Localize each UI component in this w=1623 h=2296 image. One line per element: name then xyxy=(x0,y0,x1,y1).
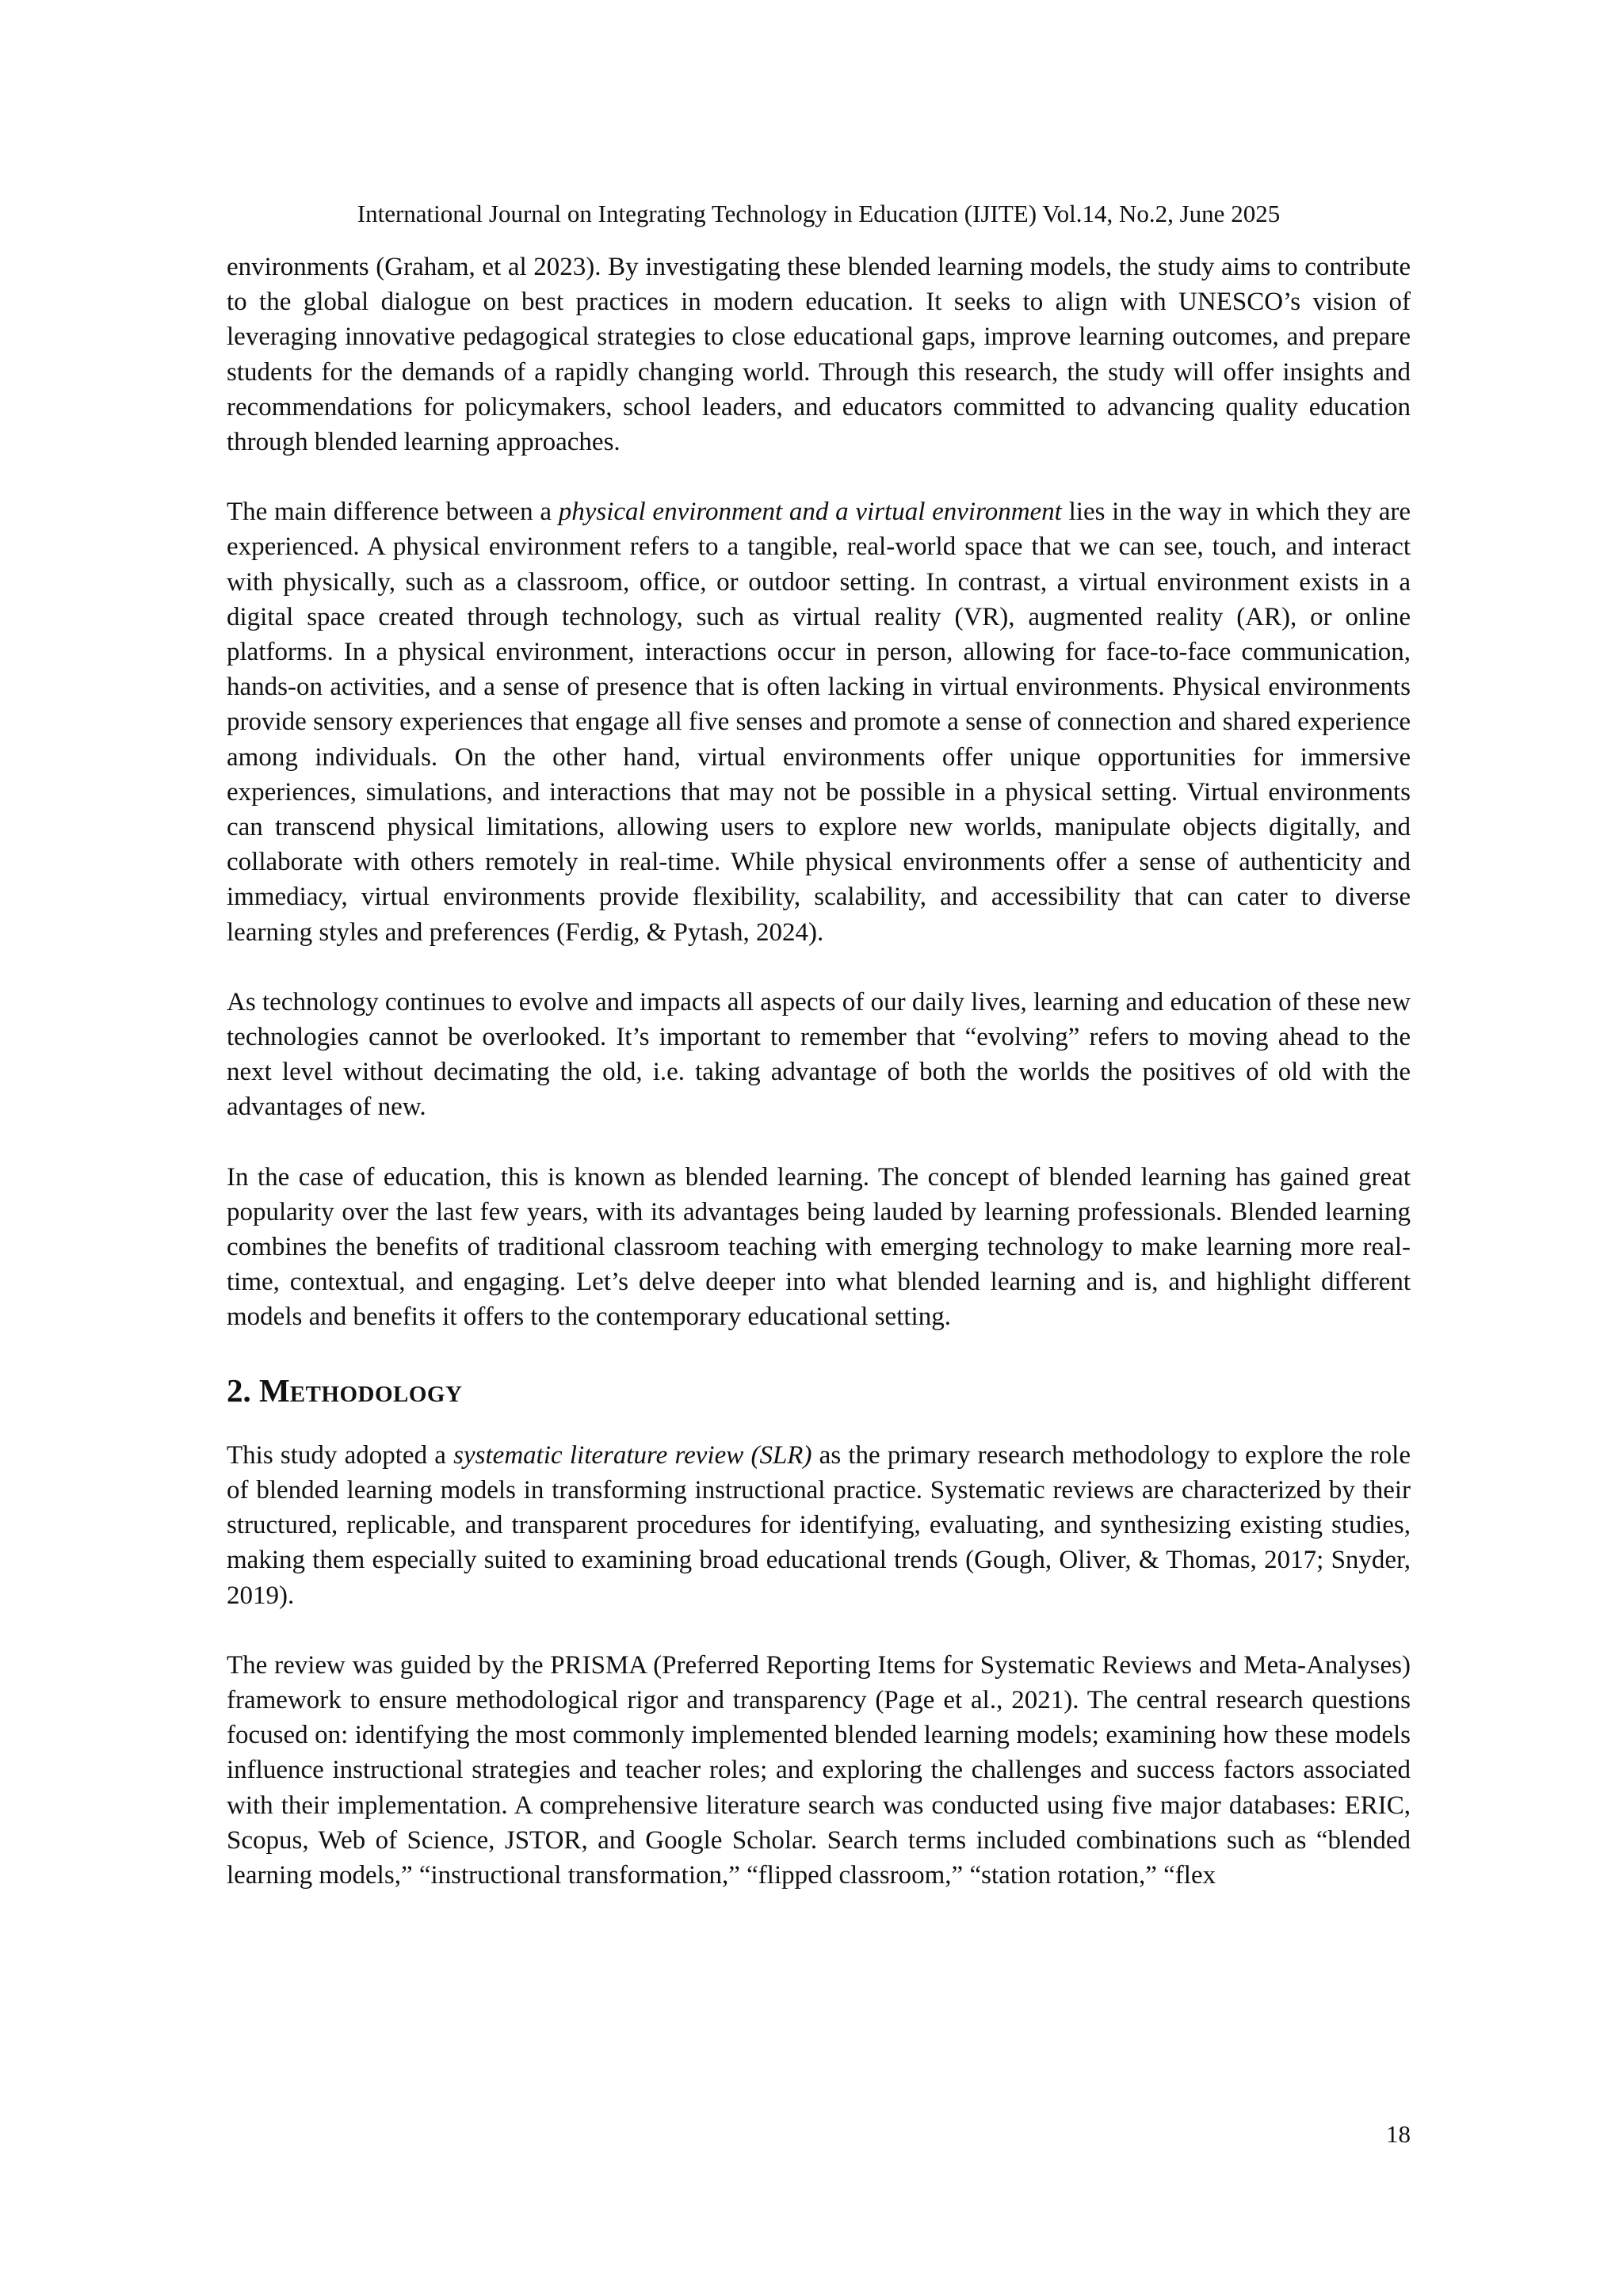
section-title-initial: M xyxy=(259,1371,290,1409)
page-number: 18 xyxy=(1386,2120,1411,2148)
emphasized-term: physical environment and a virtual environment xyxy=(558,498,1062,527)
paragraph-prisma-framework: The review was guided by the PRISMA (Preferred Reporting Items for Systematic Reviews and Meta-Analyses) framework to ensure methodological rigor and transparency (Page et al., 2021). The central research questions focused on: identifying the most commonly implemented blended learning models; examining how these models influence instructional strategies and teacher roles; and exploring the challenges and success factors associated with their implementation. A comprehensive literature search was conducted using five major databases: ERIC, Scopus, Web of Science, JSTOR, and Google Scholar. Search terms included combinations such as “blended learning models,” “instructional transformation,” “flipped classroom,” “station rotation,” “flex xyxy=(227,1650,1411,1890)
paragraph-body-text: as the primary research methodology to explore the role of blended learning models in transforming instructional practice. Systematic reviews are characterized by their structured, replicable, and transparent procedures for identifying, evaluating, and synthesizing existing studies, making them especially suited to examining broad educational trends (Gough, Oliver, & Thomas, 2017; Snyder, 2019). xyxy=(227,1440,1411,1610)
paragraph-physical-vs-virtual xyxy=(227,494,1411,950)
section-title-rest: ethodology xyxy=(289,1371,463,1409)
paragraph-body-text: lies in the way in which they are experienced. A physical environment refers to a tangible, real-world space that we can see, touch, and interact with physically, such as a classroom, office, or outdoor setting. In contrast, a virtual environment exists in a digital space created through technology, such as virtual reality (VR), augmented reality (AR), or online platforms. In a physical environment, interactions occur in person, allowing for face-to-face communication, hands-on activities, and a sense of presence that is often lacking in virtual environments. Physical environments provide sensory experiences that engage all five senses and promote a sense of connection and shared experience among individuals. On the other hand, virtual environments offer unique opportunities for immersive experiences, simulations, and interactions that may not be possible in a physical setting. Virtual environments can transcend physical limitations, allowing users to explore new worlds, manipulate objects digitally, and collaborate with others remotely in real-time. While physical environments offer a sense of authenticity and immediacy, virtual environments provide flexibility, scalability, and accessibility that can cater to diverse learning styles and preferences (Ferdig, & Pytash, 2024). xyxy=(227,498,1411,947)
paragraph-lead-text: This study adopted a xyxy=(227,1440,454,1470)
page-body xyxy=(227,250,1411,1928)
paragraph-slr-method xyxy=(227,1438,1411,1613)
running-header: International Journal on Integrating Technology in Education (IJITE) Vol.14, No.2, June 2025 xyxy=(357,200,1281,227)
paragraph-blended-learning-concept: In the case of education, this is known as blended learning. The concept of blended learning has gained great popularity over the last few years, with its advantages being lauded by learning professionals. Blended learning combines the benefits of traditional classroom teaching with emerging technology to make learning more real-time, contextual, and engaging. Let’s delve deeper into what blended learning and is, and highlight different models and benefits it offers to the contemporary educational setting. xyxy=(227,1162,1411,1332)
section-heading-methodology xyxy=(227,1370,1411,1411)
section-number: 2. xyxy=(227,1371,259,1409)
paragraph-lead-text: The main difference between a xyxy=(227,498,559,527)
emphasized-term: systematic literature review (SLR) xyxy=(453,1440,812,1470)
paragraph-blended-models-aims: environments (Graham, et al 2023). By investigating these blended learning models, the study aims to contribute to the global dialogue on best practices in modern education. It seeks to align with UNESCO’s vision of leveraging innovative pedagogical strategies to close educational gaps, improve learning outcomes, and prepare students for the demands of a rapidly changing world. Through this research, the study will offer insights and recommendations for policymakers, school leaders, and educators committed to advancing quality education through blended learning approaches. xyxy=(227,253,1411,457)
paragraph-technology-evolves: As technology continues to evolve and impacts all aspects of our daily lives, learning and education of these new technologies cannot be overlooked. It’s important to remember that “evolving” refers to moving ahead to the next level without decimating the old, i.e. taking advantage of both the worlds the positives of old with the advantages of new. xyxy=(227,987,1411,1122)
